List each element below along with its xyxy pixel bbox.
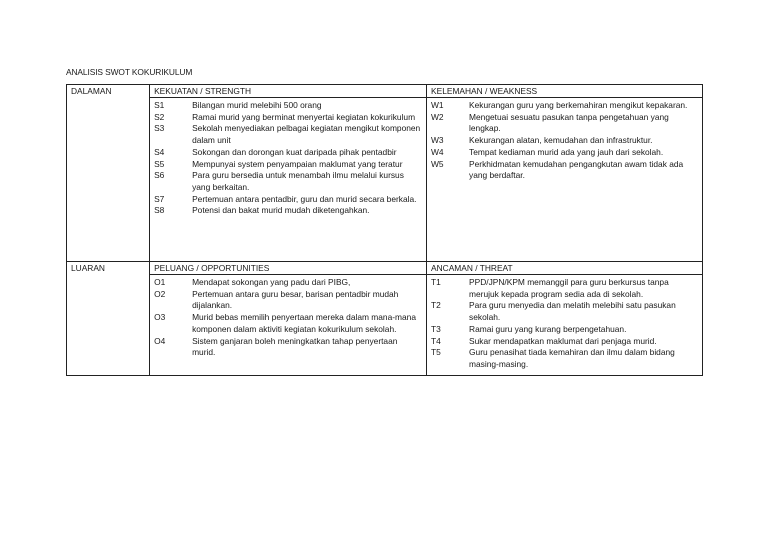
swot-item-text: Sistem ganjaran boleh meningkatkan tahap penyertaan murid. <box>192 335 398 358</box>
swot-item <box>431 336 698 348</box>
swot-item-code: S8 <box>154 205 165 216</box>
swot-item-code: T4 <box>431 335 441 346</box>
quadrant-heading: PELUANG / OPPORTUNITIES <box>150 263 426 275</box>
swot-item-code: S4 <box>154 146 165 157</box>
swot-item-text: Perkhidmatan kemudahan pengangkutan awam tidak ada yang berdaftar. <box>469 158 684 181</box>
swot-item-text: Tempat kediaman murid ada yang jauh dari sekolah. <box>469 146 664 157</box>
swot-item-text: Murid bebas memilih penyertaan mereka dalam mana-mana komponen dalam aktiviti kegiatan kokurikulum sekolah. <box>192 312 416 334</box>
swot-item <box>154 159 422 171</box>
swot-item-code: S2 <box>154 111 165 122</box>
swot-item-text: Potensi dan bakat murid mudah diketengahkan. <box>192 205 370 216</box>
swot-item-text: Sokongan dan dorongan kuat daripada pihak pentadbir <box>192 146 397 157</box>
swot-item-text: Bilangan murid melebihi 500 orang <box>192 100 322 110</box>
swot-row-external <box>67 262 703 376</box>
swot-item <box>431 277 698 300</box>
item-list <box>154 277 422 359</box>
swot-item <box>431 324 698 336</box>
item-list <box>431 277 698 371</box>
document-title: ANALISIS SWOT KOKURIKULUM <box>66 67 193 77</box>
swot-item <box>154 336 422 359</box>
category-cell <box>67 85 150 262</box>
quadrant-heading: KEKUATAN / STRENGTH <box>150 86 426 98</box>
swot-row-internal <box>67 85 703 262</box>
swot-item <box>431 347 698 370</box>
swot-item-code: T3 <box>431 323 441 334</box>
swot-item-text: Ramai guru yang kurang berpengetahuan. <box>469 323 627 334</box>
quadrant-opportunities <box>150 262 427 376</box>
quadrant-heading: ANCAMAN / THREAT <box>427 263 702 275</box>
swot-item <box>431 100 698 112</box>
swot-item-code: S6 <box>154 170 165 181</box>
quadrant-strength <box>150 85 427 262</box>
swot-item <box>154 170 422 193</box>
swot-table <box>66 84 703 376</box>
swot-item-text: PPD/JPN/KPM memanggil para guru berkursus tanpa merujuk kepada program sedia ada di sekolah. <box>469 277 669 299</box>
swot-item <box>431 300 698 323</box>
swot-item-text: Para guru menyedia dan melatih melebihi satu pasukan sekolah. <box>469 300 676 323</box>
swot-item-code: O3 <box>154 312 166 323</box>
swot-item <box>431 159 698 182</box>
swot-item-text: Kekurangan alatan, kemudahan dan infrastruktur. <box>469 135 653 146</box>
category-cell <box>67 262 150 376</box>
swot-item-code: T1 <box>431 277 441 287</box>
swot-item-text: Sekolah menyediakan pelbagai kegiatan mengikut komponen dalam unit <box>192 123 421 146</box>
swot-item <box>431 112 698 135</box>
swot-item-code: W2 <box>431 111 444 122</box>
swot-item-code: W3 <box>431 135 444 146</box>
item-list <box>431 100 698 182</box>
swot-item-text: Para guru bersedia untuk menambah ilmu melalui kursus yang berkaitan. <box>192 170 404 192</box>
swot-item <box>154 277 422 289</box>
swot-item-text: Pertemuan antara guru besar, barisan pentadbir mudah dijalankan. <box>192 288 399 311</box>
category-label: LUARAN <box>71 263 105 273</box>
swot-item-text: Mengetuai sesuatu pasukan tanpa pengetahuan yang lengkap. <box>469 111 669 134</box>
item-list <box>154 100 422 217</box>
swot-item-text: Guru penasihat tiada kemahiran dan ilmu dalam bidang masing-masing. <box>469 347 675 369</box>
swot-item-code: O1 <box>154 277 166 287</box>
swot-item <box>154 205 422 217</box>
swot-item-text: Ramai murid yang berminat menyertai kegiatan kokurikulum <box>192 111 416 122</box>
quadrant-threat <box>427 262 703 376</box>
swot-item <box>154 100 422 112</box>
swot-item <box>154 123 422 146</box>
swot-item-code: W4 <box>431 146 444 157</box>
swot-item-text: Mendapat sokongan yang padu dari PIBG, <box>192 277 351 287</box>
swot-item <box>154 147 422 159</box>
swot-item <box>154 312 422 335</box>
swot-item-code: S3 <box>154 123 165 134</box>
swot-item-code: T2 <box>431 300 441 311</box>
quadrant-heading: KELEMAHAN / WEAKNESS <box>427 86 702 98</box>
swot-item-code: O4 <box>154 335 166 346</box>
swot-item-code: W1 <box>431 100 444 110</box>
swot-item-code: T5 <box>431 347 441 358</box>
swot-item-code: S7 <box>154 193 165 204</box>
swot-item-text: Kekurangan guru yang berkemahiran mengikut kepakaran. <box>469 100 688 110</box>
swot-item-code: S5 <box>154 158 165 169</box>
swot-item-code: S1 <box>154 100 165 110</box>
swot-item <box>431 147 698 159</box>
category-label: DALAMAN <box>71 86 112 96</box>
swot-item <box>154 289 422 312</box>
swot-item-text: Sukar mendapatkan maklumat dari penjaga murid. <box>469 335 657 346</box>
swot-item-code: W5 <box>431 158 444 169</box>
swot-item <box>431 135 698 147</box>
swot-item-text: Mempunyai system penyampaian maklumat yang teratur <box>192 158 403 169</box>
swot-item <box>154 194 422 206</box>
swot-item-code: O2 <box>154 288 166 299</box>
swot-item-text: Pertemuan antara pentadbir, guru dan murid secara berkala. <box>192 193 417 204</box>
swot-item <box>154 112 422 124</box>
quadrant-weakness <box>427 85 703 262</box>
